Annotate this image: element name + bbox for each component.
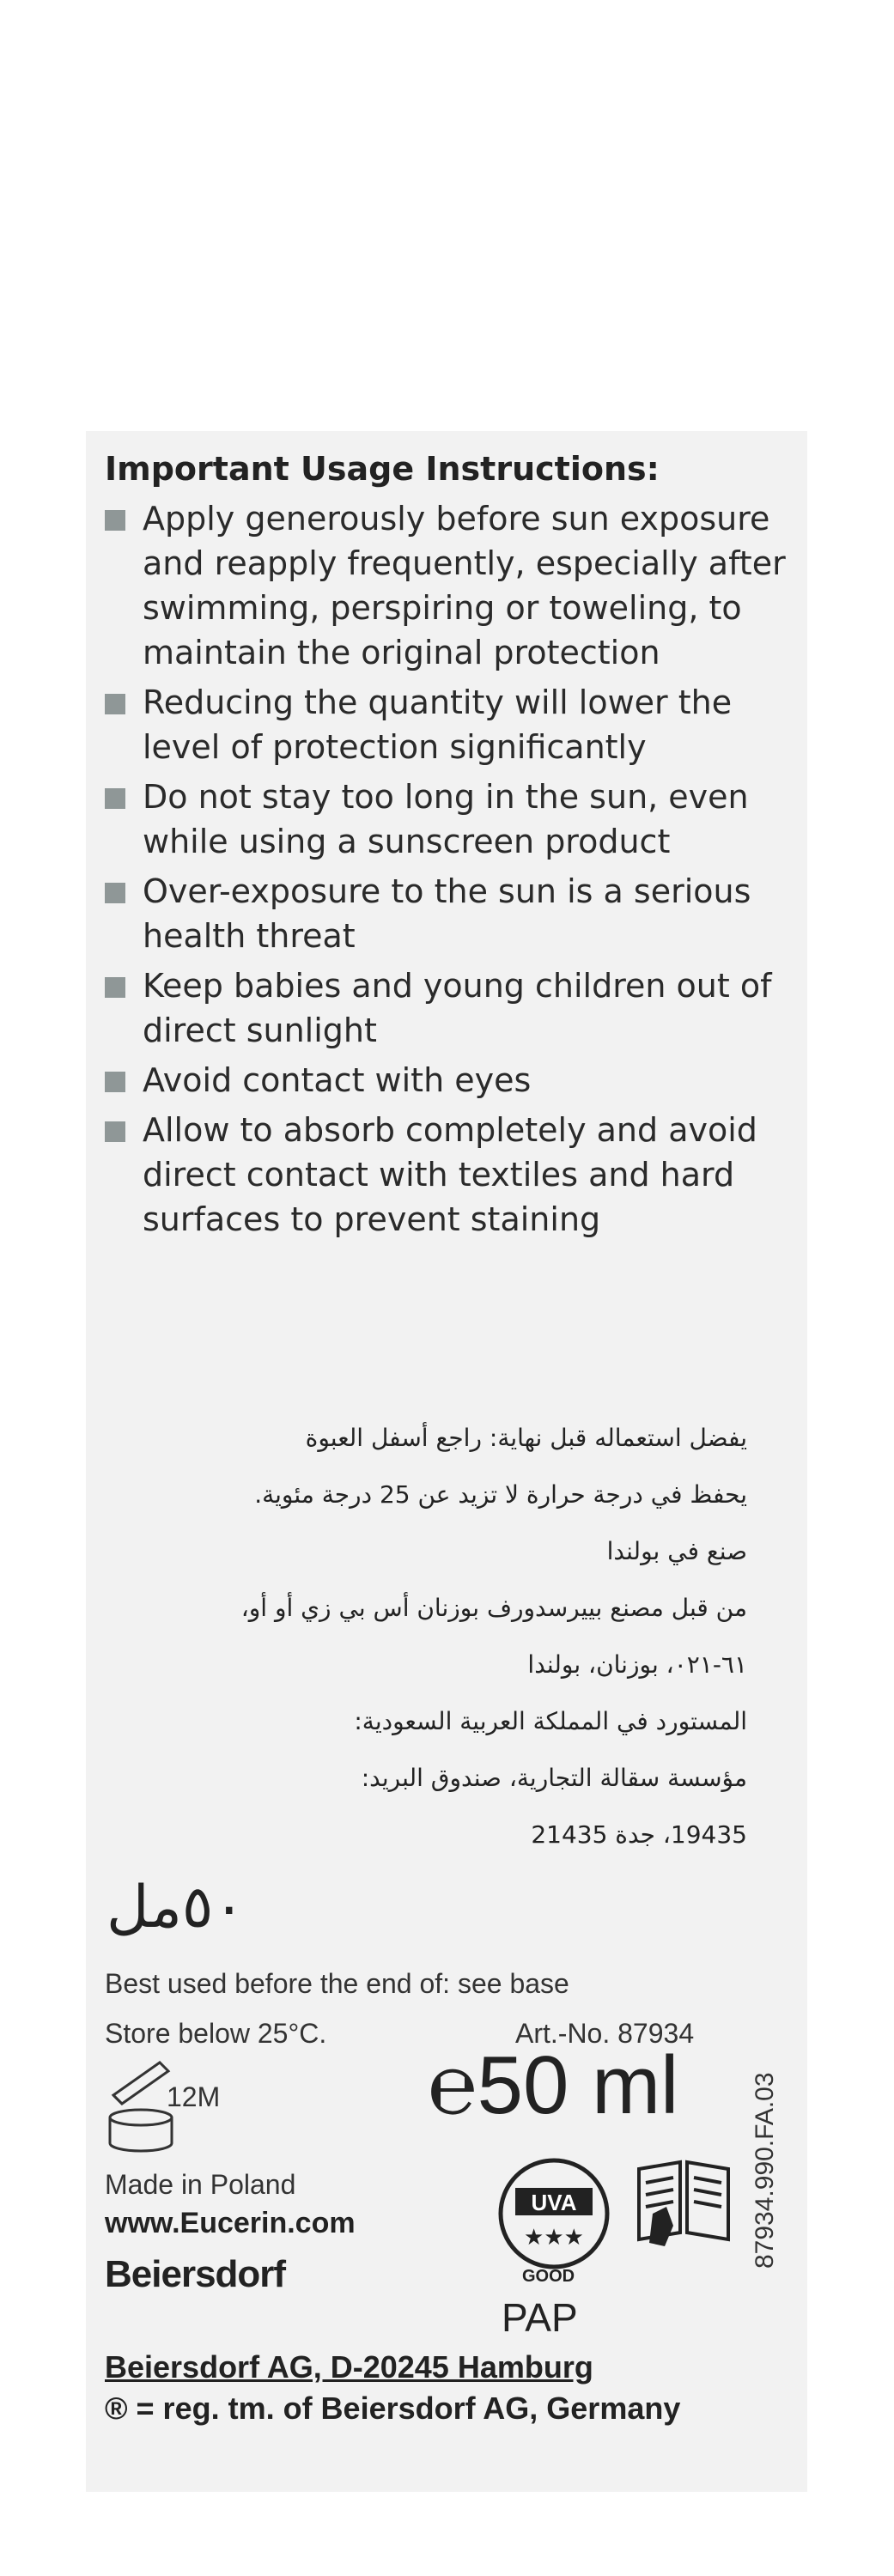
square-bullet-icon [105,510,125,531]
best-before-text: Best used before the end of: see base [105,1968,569,1999]
square-bullet-icon [105,1121,125,1142]
list-item [105,496,792,675]
list-item [105,1058,792,1103]
list-item-text: Over-exposure to the sun is a serious health threat [143,872,751,955]
trademark-text: ® = reg. tm. of Beiersdorf AG, Germany [105,2391,681,2426]
square-bullet-icon [105,694,125,714]
square-bullet-icon [105,977,125,998]
list-item-text: Keep babies and young children out of direct sunlight [143,967,772,1049]
list-item [105,869,792,958]
arabic-line: مؤسسة سقالة التجارية، صندوق البريد: [361,1764,747,1792]
arabic-volume: ٥٠مل [106,1874,245,1941]
storage-text: Store below 25°C. [105,2018,327,2049]
label-panel [86,431,807,2492]
instructions-list [105,496,792,1247]
list-item [105,775,792,864]
period-after-opening: 12M [167,2081,221,2112]
website-text: www.Eucerin.com [105,2207,356,2239]
list-item-text: Reducing the quantity will lower the level of protection significantly [143,683,733,766]
read-leaflet-icon [632,2157,735,2251]
uva-rating: GOOD [522,2267,575,2286]
origin-text: Made in Poland [105,2169,296,2200]
vertical-code: 87934.990.FA.03 [751,2072,779,2269]
company-address [105,2349,593,2385]
brand-logo: Beiersdorf [105,2253,286,2295]
square-bullet-icon [105,883,125,903]
arabic-line: صنع في بولندا [606,1537,747,1565]
arabic-line: المستورد في المملكة العربية السعودية: [354,1707,747,1735]
list-item-text: Apply generously before sun exposure and reapply frequently, especially after swimming, perspiring or toweling, to maintain the original protection [143,500,786,671]
article-number: Art.-No. 87934 [515,2018,695,2049]
arabic-line: يحفظ في درجة حرارة لا تزيد عن 25 درجة مئوية. [254,1480,747,1509]
arabic-line: يفضل استعماله قبل نهاية: راجع أسفل العبوة [305,1424,747,1452]
uva-label: UVA [531,2190,577,2215]
list-item-text: Allow to absorb completely and avoid direct contact with textiles and hard surfaces to prevent staining [143,1111,757,1238]
list-item [105,680,792,769]
pap-label: PAP [502,2295,578,2340]
arabic-line: ٦١-٠٢١، بوزنان، بولندا [527,1650,747,1679]
arabic-text-block [129,1410,747,1863]
uva-stars: ★★★ [524,2225,584,2251]
list-item [105,1108,792,1242]
list-item-text: Do not stay too long in the sun, even while using a sunscreen product [143,778,749,860]
square-bullet-icon [105,788,125,809]
arabic-line: من قبل مصنع بييرسدورف بوزنان أس بي زي أو أو، [240,1594,747,1622]
square-bullet-icon [105,1072,125,1092]
volume-label: ℮50 ml [428,2039,679,2131]
company-address-text: Beiersdorf AG, D-20245 Hamburg [105,2349,593,2385]
instructions-heading: Important Usage Instructions: [105,450,660,488]
arabic-line: 19435، جدة 21435 [531,1820,747,1849]
list-item [105,963,792,1053]
list-item-text: Avoid contact with eyes [143,1061,532,1099]
